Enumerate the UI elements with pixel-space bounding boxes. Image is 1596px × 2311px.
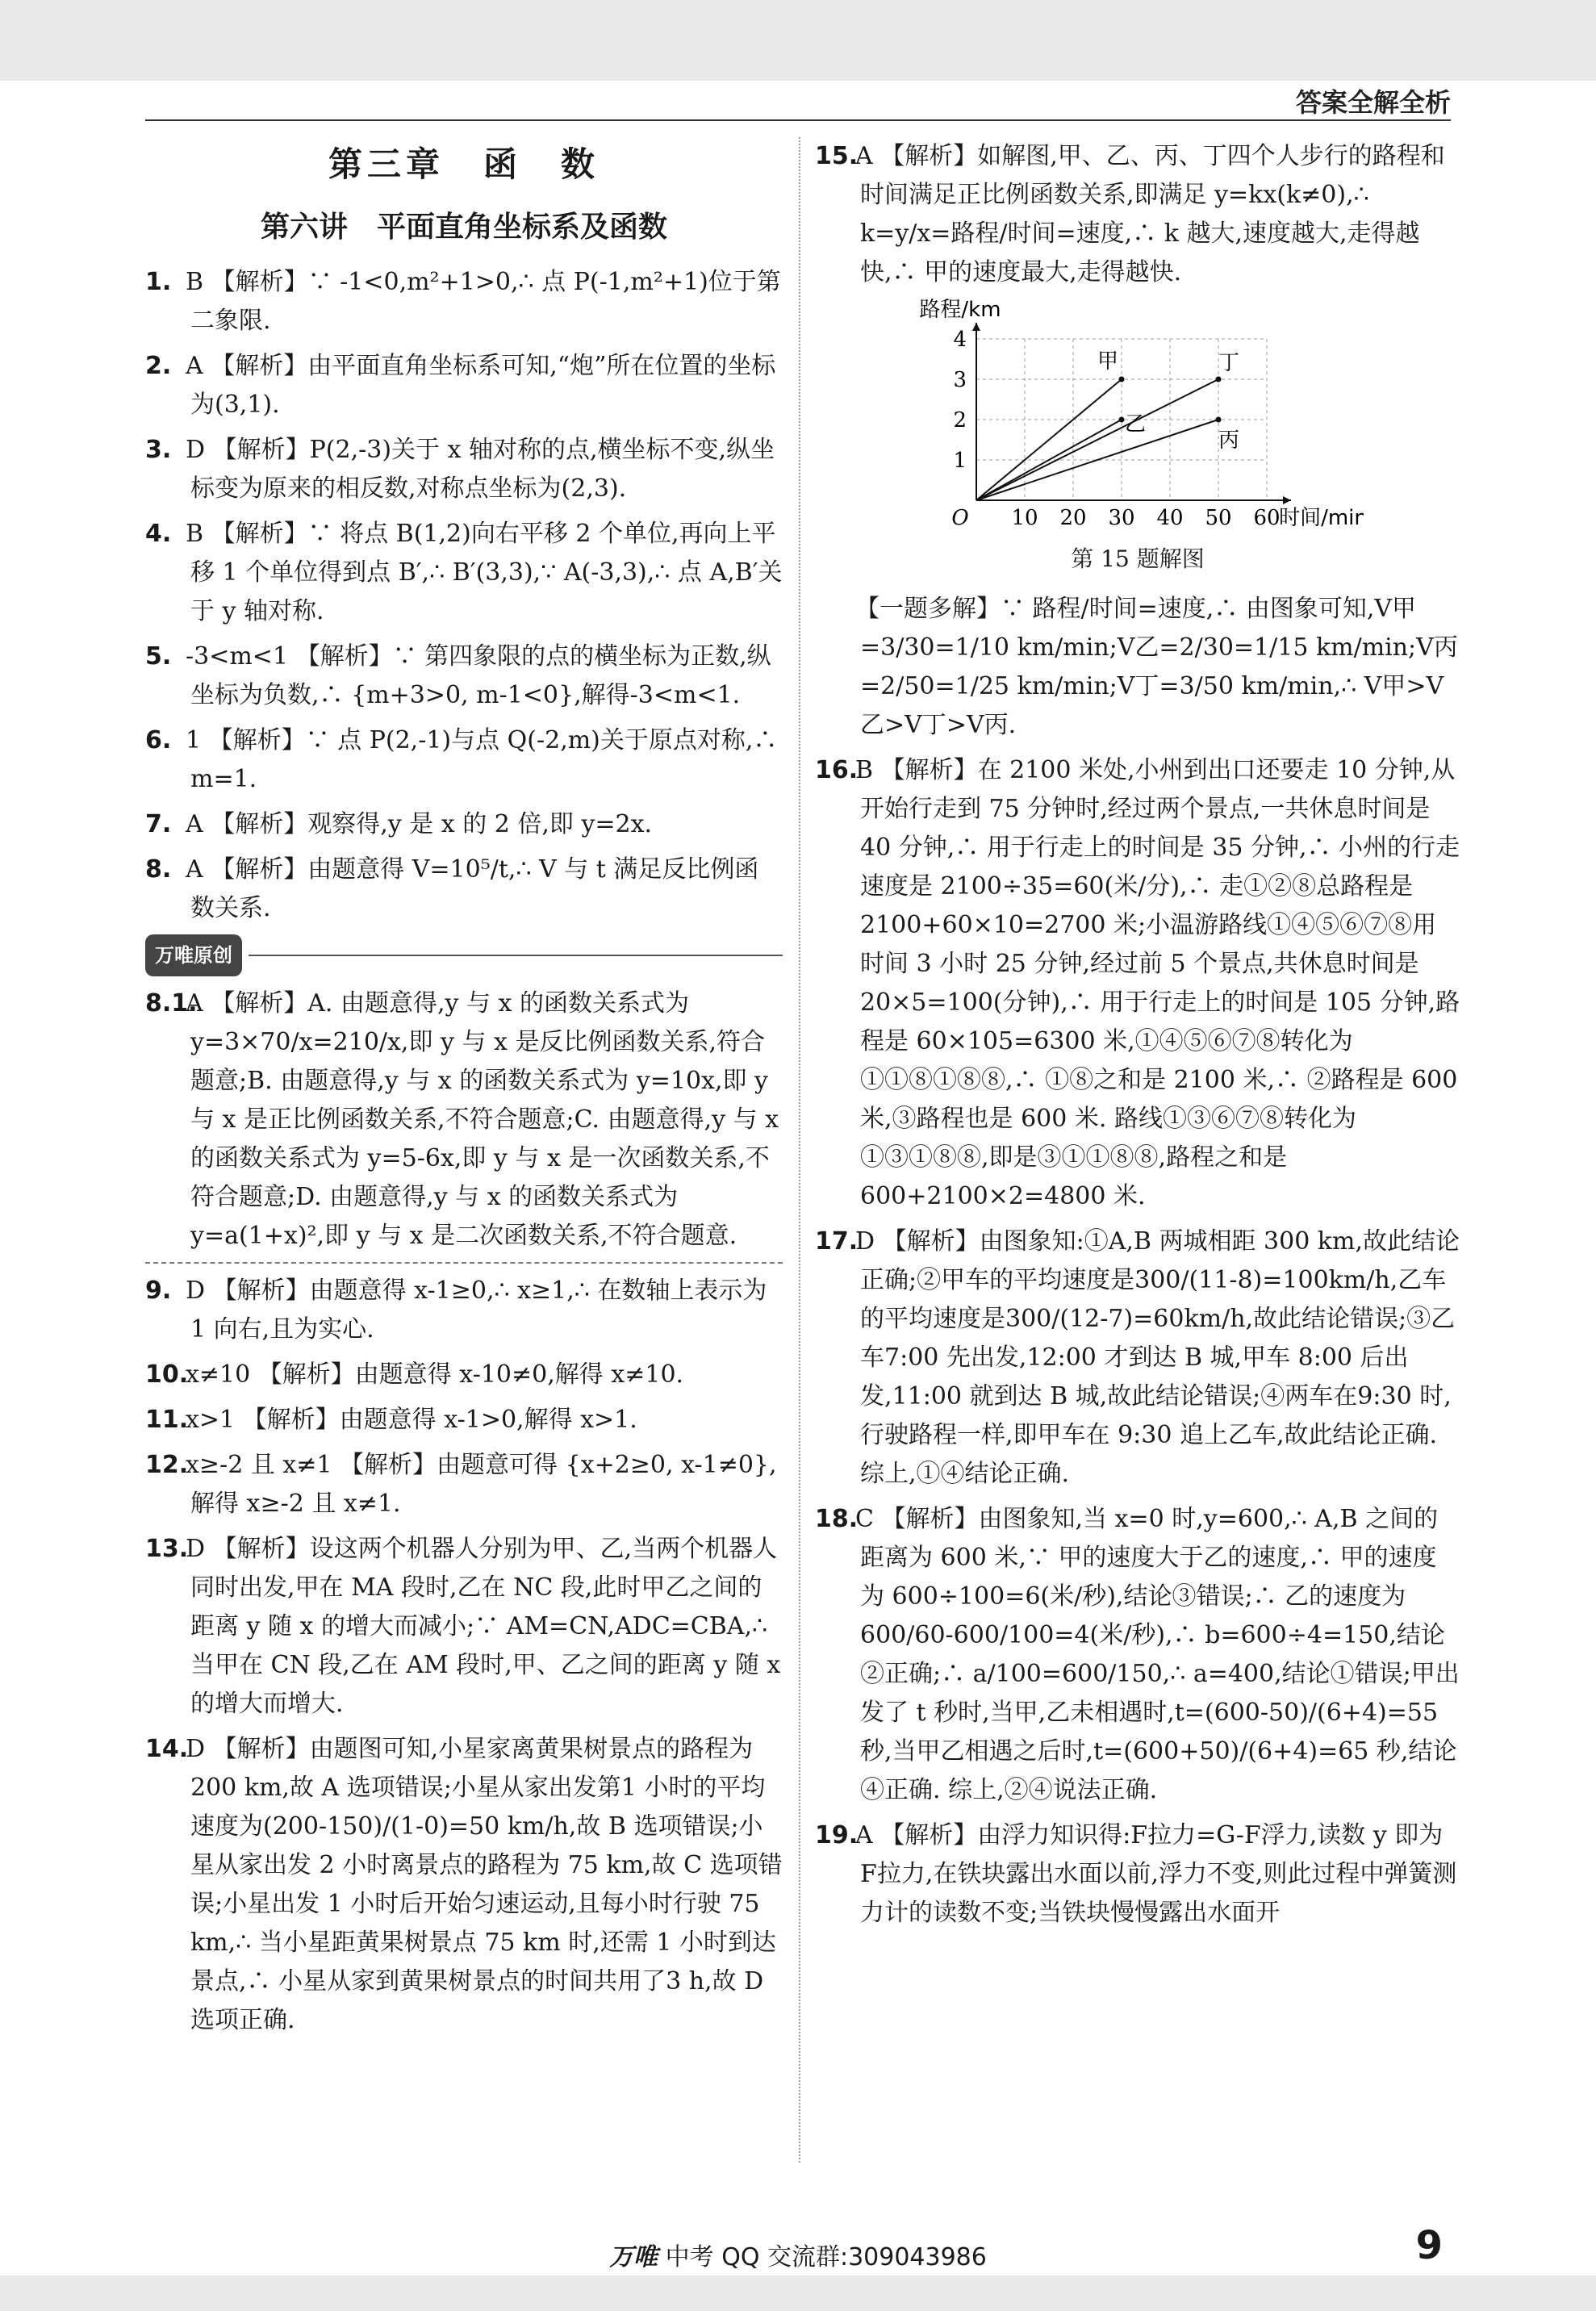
answer-text: B 【解析】∵ -1<0,m²+1>0,∴ 点 P(-1,m²+1)位于第二象限. — [186, 268, 781, 335]
answer-text: -3<m<1 【解析】∵ 第四象限的点的横坐标为正数,纵坐标为负数,∴ {m+3>0, m-1<0},解得-3<m<1. — [186, 642, 771, 709]
answer-text: A 【解析】由题意得 V=10⁵/t,∴ V 与 t 满足反比例函数关系. — [186, 855, 759, 922]
answer-item — [145, 1730, 783, 2040]
y-tick-label: 3 — [953, 368, 967, 392]
series-label: 丁 — [1218, 351, 1240, 375]
x-tick-label: 40 — [1156, 506, 1184, 530]
y-tick-label: 1 — [953, 449, 967, 473]
y-tick-label: 4 — [953, 328, 967, 352]
y-tick-label: 2 — [953, 408, 967, 433]
answer-text: A 【解析】观察得,y 是 x 的 2 倍,即 y=2x. — [186, 810, 653, 838]
x-tick-label: 20 — [1059, 506, 1087, 530]
answer-number: 7. — [145, 810, 172, 838]
answer-item — [145, 721, 783, 799]
right-column — [815, 137, 1460, 1939]
y-axis-arrow — [972, 323, 980, 331]
answer-item — [815, 751, 1460, 1216]
answer-text: A 【解析】由平面直角坐标系可知,“炮”所在位置的坐标为(3,1). — [186, 352, 776, 419]
answer-item — [145, 984, 783, 1256]
x-axis-label: 时间/min — [1279, 506, 1364, 530]
answer-item — [145, 850, 783, 928]
answer-item — [815, 1500, 1460, 1810]
answer-list-b — [145, 984, 783, 1256]
series-endpoint — [1119, 417, 1125, 423]
answer-text: D 【解析】由题意得 x-1≥0,∴ x≥1,∴ 在数轴上表示为 1 向右,且为实心. — [186, 1277, 767, 1344]
answer-number: 18. — [815, 1505, 859, 1533]
line-chart — [912, 299, 1364, 533]
series-endpoint — [1216, 377, 1222, 382]
answer-number: 19. — [815, 1821, 859, 1849]
series-label: 丙 — [1218, 428, 1240, 453]
original-badge: 万唯原创 — [145, 934, 242, 976]
x-tick-label: 60 — [1253, 506, 1281, 530]
answer-text: B 【解析】在 2100 米处,小州到出口还要走 10 分钟,从开始行走到 75 分钟时,经过两个景点,一共休息时间是 40 分钟,∴ 用于行走上的时间是 35 分钟,∴ 小州的行走速度是 2100÷35=60(米/分),∴ 走①②⑧总路程是 2100+60×10=2700 米;小温游路线①④⑤⑥⑦⑧用时间 3 小时 25 分钟,经过前 5 个景点,共休息时间是 20×5=100(分钟),∴ 用于行走上的时间是 105 分钟,路程是 60×105=6300 米,①④⑤⑥⑦⑧转化为①①⑧①⑧⑧,∴ ①⑧之和是 2100 米,∴ ②路程是 600 米,③路程也是 600 米. 路线①③⑥⑦⑧转化为①③①⑧⑧,即是③①①⑧⑧,路程之和是 600+2100×2=4800 米. — [855, 756, 1460, 1210]
answer-item — [145, 263, 783, 341]
series-endpoint — [1216, 417, 1222, 423]
chapter-title: 第三章 函 数 — [328, 144, 600, 184]
x-tick-label: 30 — [1108, 506, 1135, 530]
answer-number: 4. — [145, 520, 172, 548]
series-line-丁 — [976, 379, 1218, 500]
answer-number: 16. — [815, 756, 859, 784]
answer-number: 9. — [145, 1277, 172, 1305]
answer-text: A 【解析】由浮力知识得:F拉力=G-F浮力,读数 y 即为 F拉力,在铁块露出水面以前,浮力不变,则此过程中弹簧测力计的读数不变;当铁块慢慢露出水面开 — [855, 1821, 1457, 1927]
answer-item — [145, 1401, 783, 1440]
answer-item — [145, 431, 783, 508]
top-band — [0, 0, 1596, 81]
answer-item — [815, 1222, 1460, 1494]
series-endpoint — [1119, 377, 1125, 382]
badge-rule — [249, 955, 783, 956]
series-line-丙 — [976, 420, 1218, 500]
header-rule — [145, 119, 1451, 121]
answer-item — [145, 515, 783, 631]
answer-text: 【一题多解】∵ 路程/时间=速度,∴ 由图象可知,V甲=3/30=1/10 km/min;V乙=2/30=1/15 km/min;V丙=2/50=1/25 km/min;V丁=3/50 km/min,∴ V甲>V乙>V丁>V丙. — [855, 595, 1458, 739]
answer-list-a — [145, 263, 783, 928]
answer-text: x>1 【解析】由题意得 x-1>0,解得 x>1. — [186, 1406, 637, 1434]
answer-list-c — [145, 1272, 783, 2040]
answer-text: 1 【解析】∵ 点 P(2,-1)与点 Q(-2,m)关于原点对称,∴ m=1. — [186, 726, 778, 793]
answer-list-d — [815, 137, 1460, 292]
answer-text: C 【解析】由图象知,当 x=0 时,y=600,∴ A,B 之间的距离为 600 米,∵ 甲的速度大于乙的速度,∴ 甲的速度为 600÷100=6(米/秒),结论③错误;∴ 乙的速度为600/60-600/100=4(米/秒),∴ b=600÷4=150,结论②正确;∴ a/100=600/150,∴ a=400,结论①错误;甲出发了 t 秒时,当甲,乙未相遇时,t=(600-50)/(6+4)=55 秒,当甲乙相遇之后时,t=(600+50)/(6+4)=65 秒,结论④正确. 综上,②④说法正确. — [855, 1505, 1460, 1804]
series-line-甲 — [976, 379, 1122, 500]
answer-number: 11. — [145, 1406, 189, 1434]
footer-text: 中考 QQ 交流群:309043986 — [665, 2243, 987, 2271]
answer-text: x≠10 【解析】由题意得 x-10≠0,解得 x≠10. — [186, 1360, 684, 1389]
answer-item — [145, 637, 783, 715]
answer-item — [145, 1446, 783, 1523]
answer-item — [145, 1530, 783, 1724]
answer-text: A 【解析】A. 由题意得,y 与 x 的函数关系式为 y=3×70/x=210/x,即 y 与 x 是反比例函数关系,符合题意;B. 由题意得,y 与 x 的函数关系式为 y=10x,即 y 与 x 是正比例函数关系,不符合题意;C. 由题意得,y 与 x 的函数关系式为 y=5-6x,即 y 与 x 是一次函数关系,不符合题意;D. 由题意得,y 与 x 的函数关系式为 y=a(1+x)²,即 y 与 x 是二次函数关系,不符合题意. — [186, 989, 779, 1250]
answer-item — [145, 1272, 783, 1349]
x-tick-label: 50 — [1205, 506, 1232, 530]
answer-text: D 【解析】设这两个机器人分别为甲、乙,当两个机器人同时出发,甲在 MA 段时,乙在 NC 段,此时甲乙之间的距离 y 随 x 的增大而减小;∵ AM=CN,ADC=CBA,∴ 当甲在 CN 段,乙在 AM 段时,甲、乙之间的距离 y 随 x 的增大而增大. — [186, 1535, 781, 1718]
answer-item — [145, 347, 783, 424]
answer-item — [145, 1356, 783, 1394]
answer-number: 3. — [145, 436, 172, 464]
header-label: 答案全解全析 — [1295, 87, 1451, 118]
answer-item — [145, 805, 783, 844]
left-column — [145, 137, 783, 2046]
column-divider — [799, 137, 800, 2163]
answer-number: 12. — [145, 1451, 189, 1479]
origin-label: O — [951, 506, 969, 530]
y-axis-label: 路程/km — [919, 299, 1001, 322]
answer-text: D 【解析】由图象知:①A,B 两城相距 300 km,故此结论正确;②甲车的平均速度是300/(11-8)=100km/h,乙车的平均速度是300/(12-7)=60km/h,故此结论错误;③乙车7:00 先出发,12:00 才到达 B 城,甲车 8:00 后出发,11:00 就到达 B 城,故此结论错误;④两车在9:30 时,行驶路程一样,即甲车在 9:30 追上乙车,故此结论正确. 综上,①④结论正确. — [855, 1227, 1460, 1488]
answer-number: 14. — [145, 1735, 189, 1763]
answer-number: 6. — [145, 726, 172, 754]
answer-item — [815, 137, 1460, 292]
answer-number: 1. — [145, 268, 172, 296]
answer-text: D 【解析】P(2,-3)关于 x 轴对称的点,横坐标不变,纵坐标变为原来的相反数,对称点坐标为(2,3). — [186, 436, 775, 503]
answer-number: 13. — [145, 1535, 189, 1563]
chart-container — [912, 299, 1460, 545]
answer-number: 17. — [815, 1227, 859, 1256]
chart-caption: 第 15 题解图 — [1071, 545, 1205, 572]
section-title: 第六讲 平面直角坐标系及函数 — [260, 211, 667, 244]
answer-list-e — [815, 590, 1460, 1933]
x-axis-arrow — [1283, 496, 1291, 504]
bottom-band — [0, 2275, 1596, 2311]
answer-number: 8.1. — [145, 989, 198, 1018]
series-label: 乙 — [1125, 412, 1147, 437]
answer-number: 2. — [145, 352, 172, 380]
answer-number: 5. — [145, 642, 172, 671]
answer-item — [815, 590, 1460, 745]
answer-number: 10. — [145, 1360, 189, 1389]
answer-item — [815, 1816, 1460, 1933]
answer-number: 15. — [815, 142, 859, 170]
section-end-rule — [145, 1262, 783, 1264]
answer-text: x≥-2 且 x≠1 【解析】由题意可得 {x+2≥0, x-1≠0},解得 x≥-2 且 x≠1. — [186, 1451, 777, 1518]
answer-number: 8. — [145, 855, 172, 884]
answer-text: D 【解析】由题图可知,小星家离黄果树景点的路程为 200 km,故 A 选项错误;小星从家出发第1 小时的平均速度为(200-150)/(1-0)=50 km/h,故 B 选项错误;小星从家出发 2 小时离景点的路程为 75 km,故 C 选项错误;小星出发 1 小时后开始匀速运动,且每小时行驶 75 km,∴ 当小星距黄果树景点 75 km 时,还需 1 小时到达景点,∴ 小星从家到黄果树景点的时间共用了3 h,故 D 选项正确. — [186, 1735, 783, 2034]
x-tick-label: 10 — [1011, 506, 1038, 530]
footer — [0, 2237, 1596, 2272]
original-section-divider — [145, 934, 783, 976]
answer-text: A 【解析】如解图,甲、乙、丙、丁四个人步行的路程和时间满足正比例函数关系,即满足 y=kx(k≠0),∴ k=y/x=路程/时间=速度,∴ k 越大,速度越大,走得越快,∴ 甲的速度最大,走得越快. — [855, 142, 1445, 286]
page-number: 9 — [1415, 2223, 1443, 2268]
answer-text: B 【解析】∵ 将点 B(1,2)向右平移 2 个单位,再向上平移 1 个单位得到点 B′,∴ B′(3,3),∵ A(-3,3),∴ 点 A,B′关于 y 轴对称. — [186, 520, 783, 625]
footer-brand: 万唯 — [609, 2243, 658, 2271]
series-label: 甲 — [1097, 349, 1119, 374]
